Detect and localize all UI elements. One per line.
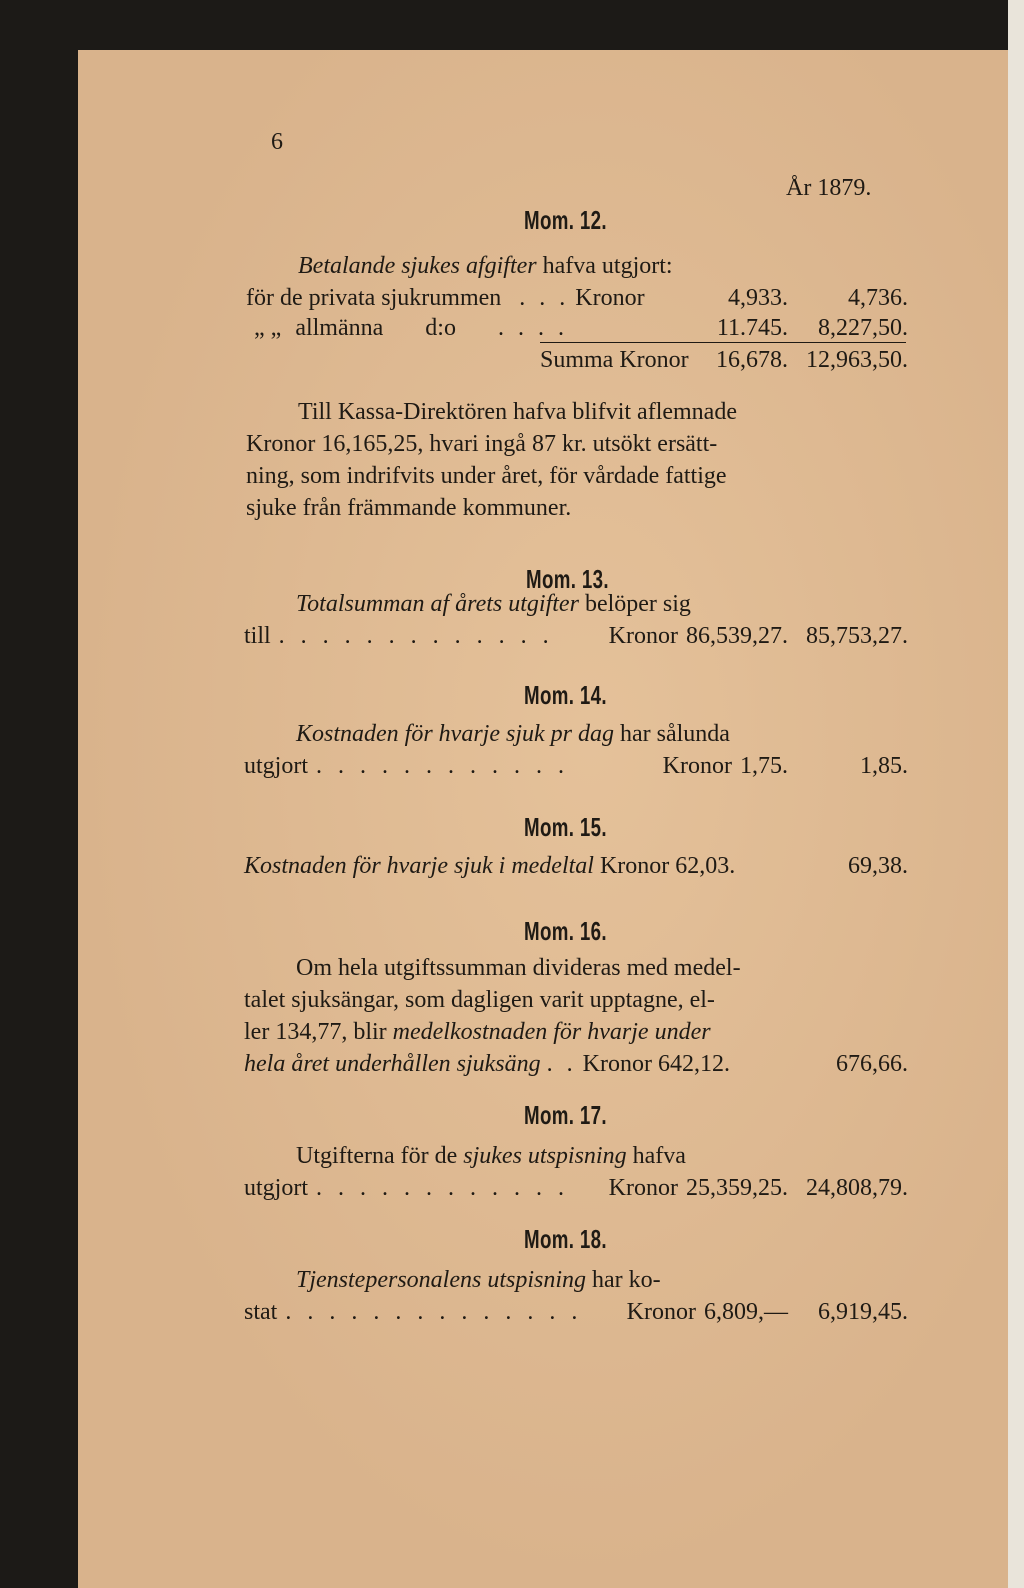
mom-12-note-line-1: Till Kassa-Direktören hafva blifvit aflemnade — [298, 399, 737, 425]
mom-16-line2: talet sjuksängar, som dagligen varit upptagne, el- — [244, 987, 715, 1013]
mom-15-heading: Mom. 15. — [524, 812, 607, 842]
row2-leader: . . . . — [497, 315, 568, 341]
mom-17-leader: . . . . . . . . . . . . — [316, 1176, 569, 1200]
mom-14-italic: Kostnaden för hvarje sjuk pr dag — [296, 721, 614, 747]
mom-12-row2-label — [254, 316, 568, 340]
mom-16-col1: 642,12. — [657, 1051, 730, 1077]
mom-17-pre: Utgifterna för de — [296, 1143, 458, 1169]
mom-12-sum-label: Summa Kronor — [540, 347, 689, 373]
mom-14-col2: 1,85. — [860, 753, 908, 779]
mom-13-italic: Totalsumman af årets utgifter — [296, 591, 579, 617]
mom-16-col2: 676,66. — [836, 1051, 908, 1077]
mom-12-row1-label — [246, 286, 645, 310]
mom-14-line1 — [296, 722, 730, 746]
mom-15-line — [244, 854, 735, 878]
mom-16-leader: . . — [546, 1051, 577, 1077]
mom-16-line4 — [244, 1052, 730, 1076]
mom-12-row2-col1: 11.745. — [716, 315, 788, 341]
mom-13-rest: belöper sig — [584, 591, 691, 617]
mom-16-line3 — [244, 1020, 711, 1044]
mom-13-unit: Kronor — [608, 623, 678, 649]
mom-15-unit: Kronor — [599, 853, 670, 879]
row1-label-text: för de privata sjukrummen — [246, 285, 502, 311]
mom-16-line3-pre: ler 134,77, blir — [244, 1019, 387, 1045]
document-page — [78, 50, 1008, 1588]
row2-do: d:o — [425, 315, 456, 341]
mom-18-italic: Tjenstepersonalens utspisning — [296, 1267, 587, 1293]
mom-17-label: utgjort — [244, 1175, 308, 1201]
mom-17-heading: Mom. 17. — [524, 1100, 607, 1130]
page-number: 6 — [271, 129, 283, 155]
mom-12-note-line-3: ning, som indrifvits under året, för vårdade fattige — [246, 463, 727, 489]
mom-18-line2 — [244, 1300, 788, 1324]
mom-17-italic: sjukes utspisning — [463, 1143, 627, 1169]
mom-14-line2 — [244, 754, 788, 778]
mom-17-rest: hafva — [632, 1143, 686, 1169]
mom-18-col2: 6,919,45. — [818, 1299, 908, 1325]
mom-16-heading: Mom. 16. — [524, 916, 607, 946]
mom-13-line2 — [244, 624, 788, 648]
mom-13-leader: . . . . . . . . . . . . . — [278, 624, 554, 648]
row2-label-text: allmänna — [295, 315, 384, 341]
mom-16-unit: Kronor — [582, 1051, 652, 1077]
mom-16-line4-italic: hela året underhållen sjuksäng — [244, 1051, 541, 1077]
mom-12-sum-col1: 16,678. — [716, 347, 788, 373]
mom-17-unit: Kronor — [608, 1175, 678, 1201]
mom-12-intro-italic: Betalande sjukes afgifter — [298, 253, 537, 279]
mom-13-line1 — [296, 592, 691, 616]
mom-14-heading: Mom. 14. — [524, 680, 607, 710]
mom-12-note-line-2: Kronor 16,165,25, hvari ingå 87 kr. utsökt ersätt- — [246, 431, 718, 457]
mom-16-line3-italic: medelkostnaden för hvarje under — [392, 1019, 711, 1045]
mom-14-leader: . . . . . . . . . . . . — [316, 754, 569, 778]
mom-12-intro-rest: hafva utgjort: — [542, 253, 673, 279]
mom-18-rest: har ko- — [592, 1267, 661, 1293]
mom-12-intro — [298, 254, 673, 278]
mom-12-row2-col2: 8,227,50. — [818, 315, 908, 341]
mom-14-unit: Kronor — [662, 753, 732, 779]
row2-ditto: „ „ — [254, 315, 282, 341]
mom-17-line1 — [296, 1144, 686, 1168]
mom-17-col1: 25,359,25. — [686, 1175, 788, 1201]
mom-12-sum-col2: 12,963,50. — [806, 347, 908, 373]
mom-17-line2 — [244, 1176, 788, 1200]
row1-unit: Kronor — [575, 285, 645, 311]
mom-13-col1: 86,539,27. — [686, 623, 788, 649]
mom-14-label: utgjort — [244, 753, 308, 779]
mom-17-col2: 24,808,79. — [806, 1175, 908, 1201]
year-header: År 1879. — [786, 175, 872, 201]
mom-14-rest: har sålunda — [620, 721, 730, 747]
mom-18-leader: . . . . . . . . . . . . . . — [285, 1300, 583, 1324]
mom-15-col1: 62,03. — [675, 853, 736, 879]
mom-12-row1-col1: 4,933. — [728, 285, 788, 311]
mom-15-italic: Kostnaden för hvarje sjuk i medeltal — [244, 853, 594, 879]
mom-13-col2: 85,753,27. — [806, 623, 908, 649]
mom-18-label: stat — [244, 1299, 278, 1325]
mom-16-line1: Om hela utgiftssumman divideras med medel- — [296, 955, 741, 981]
mom-12-heading: Mom. 12. — [524, 205, 607, 235]
mom-13-heading: Mom. 13. — [526, 564, 609, 594]
mom-18-unit: Kronor — [626, 1299, 696, 1325]
mom-13-label: till — [244, 623, 271, 649]
scan-edge — [1008, 0, 1024, 1588]
row1-leader: . . . — [519, 285, 570, 311]
mom-15-col2: 69,38. — [848, 853, 908, 879]
mom-18-col1: 6,809,— — [704, 1299, 788, 1325]
sum-rule — [540, 342, 906, 343]
mom-12-row1-col2: 4,736. — [848, 285, 908, 311]
mom-14-col1: 1,75. — [740, 753, 788, 779]
mom-18-line1 — [296, 1268, 661, 1292]
mom-12-note-line-4: sjuke från främmande kommuner. — [246, 495, 572, 521]
mom-18-heading: Mom. 18. — [524, 1224, 607, 1254]
